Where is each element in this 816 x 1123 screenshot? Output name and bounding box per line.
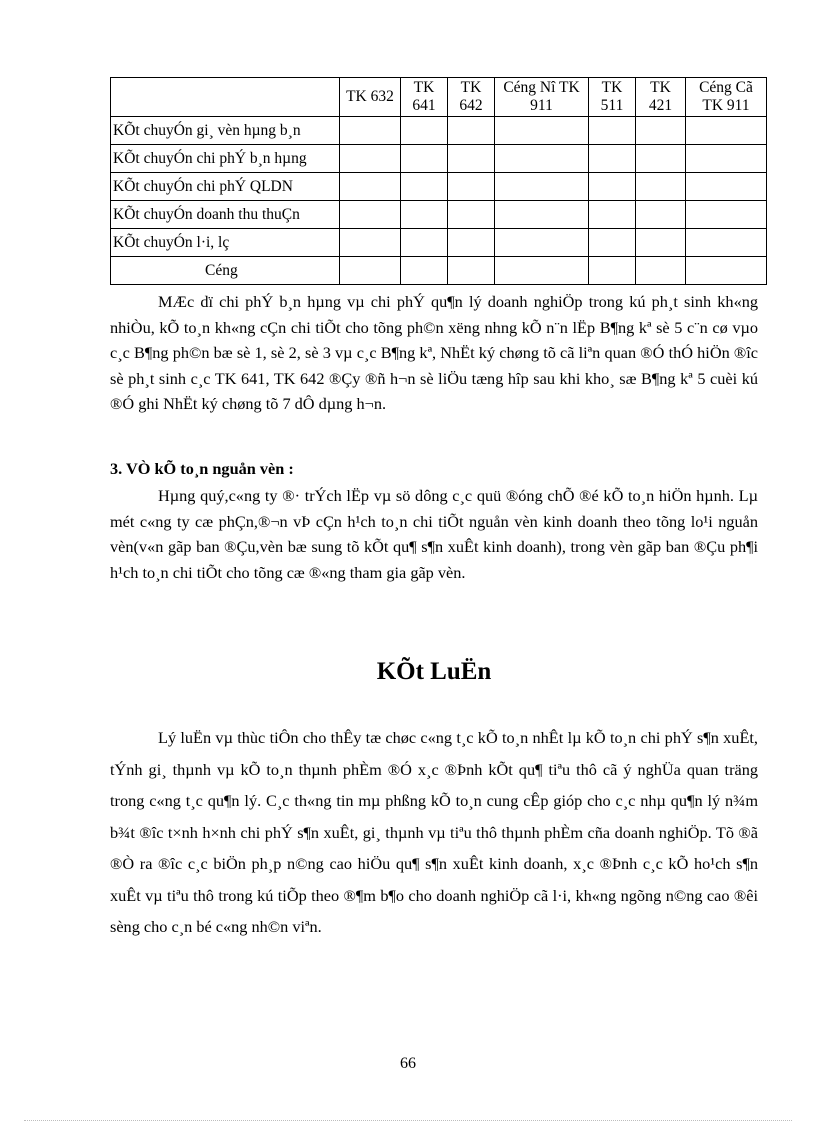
page-number: 66 [400, 1055, 416, 1072]
table-cell [686, 173, 767, 201]
table-cell [448, 201, 495, 229]
table-cell [636, 201, 686, 229]
table-total-row [111, 257, 767, 285]
header-cell-debit-total-tk911: Céng Nî TK 911 [495, 78, 589, 117]
table-cell [686, 201, 767, 229]
table-cell [340, 145, 401, 173]
table-row [111, 229, 767, 257]
header-cell-tk421: TK 421 [636, 78, 686, 117]
table-cell [589, 257, 636, 285]
row-label: KÕt chuyÓn chi phÝ b¸n hµng [111, 145, 340, 173]
table-cell [448, 173, 495, 201]
table-cell [495, 201, 589, 229]
table-cell [589, 145, 636, 173]
table-cell [340, 201, 401, 229]
paragraph-text: Hµng quý,c«ng ty ®· trÝch lËp vµ sö dông c¸c quü ®óng chÕ ®é kÕ to¸n hiÖn hµnh. Lµ mét c«ng ty cæ phÇn,®¬n vÞ cÇn h¹ch to¸n chi tiÕt nguån vèn kinh doanh theo tõng lo¹i nguån vèn(v«n gãp ban ®Çu,vèn bæ sung tõ kÕt qu¶ s¶n xuÊt kinh doanh), trong vèn gãp ban ®Çu ph¶i h¹ch to¸n chi tiÕt cho tõng cæ ®«ng tham gia gãp vèn. [110, 486, 758, 582]
table-cell [686, 229, 767, 257]
section-heading: 3. VÒ kÕ to¸n nguån vèn : [110, 459, 294, 478]
table-cell [401, 173, 448, 201]
table-cell [686, 145, 767, 173]
header-cell-blank [111, 78, 340, 117]
body-paragraph [110, 483, 758, 585]
table-cell [401, 229, 448, 257]
table-cell [636, 229, 686, 257]
table-cell [686, 257, 767, 285]
table-cell [340, 257, 401, 285]
header-cell-tk632: TK 632 [340, 78, 401, 117]
header-cell-tk511: TK 511 [589, 78, 636, 117]
conclusion-paragraph [110, 722, 758, 943]
row-label: KÕt chuyÓn gi¸ vèn hµng b¸n [111, 117, 340, 145]
table-cell [589, 229, 636, 257]
table-cell [340, 117, 401, 145]
paragraph-text: Lý luËn vµ thùc tiÔn cho thÊy tæ chøc c«ng t¸c kÕ to¸n nhÊt lµ kÕ to¸n chi phÝ s¶n xuÊt, tÝnh gi¸ thµnh vµ kÕ to¸n thµnh phÈm ®Ó x¸c ®Þnh kÕt qu¶ tiªu thô cã ý nghÜa quan träng trong c«ng t¸c qu¶n lý. C¸c th«ng tin mµ phßng kÕ to¸n cung cÊp gióp cho c¸c nhµ qu¶n lý n¾m b¾t ®îc t×nh h×nh chi phÝ s¶n xuÊt, gi¸ thµnh vµ tiªu thô thµnh phÈm cña doanh nghiÖp. Tõ ®ã ®Ò ra ®îc c¸c biÖn ph¸p n©ng cao hiÖu qu¶ s¶n xuÊt kinh doanh, x¸c ®Þnh c¸c kÕ ho¹ch s¶n xuÊt vµ tiªu thô trong kú tiÕp theo ®¶m b¶o cho doanh nghiÖp cã l·i, kh«ng ngõng n©ng cao ®êi sèng cho c¸n bé c«ng nh©n viªn. [110, 728, 758, 936]
table-cell [448, 257, 495, 285]
header-cell-tk642: TK 642 [448, 78, 495, 117]
table-cell [636, 117, 686, 145]
table-cell [495, 145, 589, 173]
page-bottom-divider [24, 1120, 792, 1121]
table-cell [448, 229, 495, 257]
table-cell [686, 117, 767, 145]
table-header-row [111, 78, 767, 117]
closing-entries-table [110, 77, 767, 285]
table-cell [401, 117, 448, 145]
table-cell [448, 117, 495, 145]
header-cell-tk641: TK 641 [401, 78, 448, 117]
table-cell [589, 117, 636, 145]
table-cell [589, 201, 636, 229]
table-cell [401, 145, 448, 173]
table-cell [495, 117, 589, 145]
table-cell [495, 257, 589, 285]
table-cell [589, 173, 636, 201]
table-cell [636, 145, 686, 173]
table-cell [401, 201, 448, 229]
table-row [111, 173, 767, 201]
table-row [111, 117, 767, 145]
table-cell [340, 229, 401, 257]
table-row [111, 145, 767, 173]
table-cell [636, 257, 686, 285]
table-cell [636, 173, 686, 201]
row-label: KÕt chuyÓn doanh thu thuÇn [111, 201, 340, 229]
table-cell [340, 173, 401, 201]
table-cell [495, 173, 589, 201]
header-cell-credit-total-tk911: Céng Cã TK 911 [686, 78, 767, 117]
paragraph-text: MÆc dï chi phÝ b¸n hµng vµ chi phÝ qu¶n lý doanh nghiÖp trong kú ph¸t sinh kh«ng nhiÒu, kÕ to¸n kh«ng cÇn chi tiÕt cho tõng ph©n xëng nhng kÕ n¨n lËp B¶ng kª sè 5 c¨n cø vµo c¸c B¶ng ph©n bæ sè 1, sè 2, sè 3 vµ c¸c B¶ng kª, NhËt ký chøng tõ cã liªn quan ®Ó thÓ hiÖn ®îc sè ph¸t sinh c¸c TK 641, TK 642 ®Çy ®ñ h¬n sè liÖu tæng hîp sau khi kho¸ sæ B¶ng kª 5 cuèi kú ®Ó ghi NhËt ký chøng tõ 7 dÔ dµng h¬n. [110, 292, 758, 414]
total-row-label: Céng [111, 257, 340, 285]
row-label: KÕt chuyÓn chi phÝ QLDN [111, 173, 340, 201]
table-cell [401, 257, 448, 285]
table-cell [448, 145, 495, 173]
body-paragraph [110, 289, 758, 417]
conclusion-heading: KÕt LuËn [376, 658, 492, 685]
table-row [111, 201, 767, 229]
row-label: KÕt chuyÓn l·i, lç [111, 229, 340, 257]
table-cell [495, 229, 589, 257]
